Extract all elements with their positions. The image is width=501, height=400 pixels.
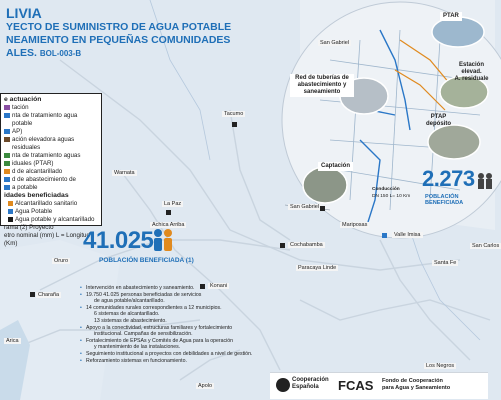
main-beneficiaries-label: POBLACIÓN BENEFICIADA (1): [99, 257, 194, 264]
legend-item: [4, 128, 98, 136]
legend-item-label: a potable: [12, 184, 38, 191]
fcas-fullname: Fondo de Cooperación para Agua y Saneamiento: [382, 378, 451, 391]
legend-beneficiaries: [4, 200, 98, 224]
legend-beneficiary-label: Agua Potable: [15, 208, 53, 215]
summary-item: 6 sistemas de alcantarillado.: [94, 311, 160, 318]
legend-item: [4, 152, 98, 160]
logos-footer: [270, 372, 488, 399]
fcas-logo: FCAS: [338, 378, 374, 393]
legend-item: [4, 184, 98, 192]
people-icon-main: [152, 228, 174, 252]
marker-tacumo: [232, 122, 237, 127]
project-code: BOL-003-B: [39, 49, 82, 58]
title-line4: ALES.: [6, 47, 37, 59]
inset-ptar-label: PTAR: [440, 12, 462, 21]
summary-item: • 14 comunidades rurales correspondientes a 12 municipios.: [80, 305, 295, 312]
place-san-carlos: San Carlos: [472, 243, 500, 249]
legend-item-label: AP): [12, 128, 23, 135]
marker-san-gabriel: [320, 206, 325, 211]
place-san-gabriel: San Gabriel: [290, 204, 320, 210]
place-cochabamba: Cochabamba: [290, 242, 323, 248]
place-los-negros: Los Negros: [426, 363, 455, 369]
inset-conduccion-label: Conducción: [372, 187, 400, 192]
legend-item-label: nta de tratamiento agua potable: [12, 112, 78, 127]
inset-network-label: Red de tuberías de abastecimiento y saneamiento: [290, 74, 354, 97]
legend-beneficiary-item: [4, 208, 98, 216]
legend-item: [4, 104, 98, 112]
legend-items: [4, 104, 98, 192]
summary-item: de agua potable/alcantarillado.: [94, 298, 165, 305]
legend-item-label: ación elevadora aguas residuales: [12, 136, 75, 151]
legend-program: rama (2) Proyecto: [4, 224, 54, 231]
legend-swatch: [4, 105, 10, 110]
summary-item: • 19.750 41.025 personas beneficiadas de servicios: [80, 292, 295, 299]
main-beneficiaries-number: 41.025: [83, 227, 154, 254]
legend-item-label: nta de tratamiento aguas: [12, 152, 81, 159]
inset-san-gabriel: San Gabriel: [320, 40, 350, 46]
place-valle-imisa: Valle Imisa: [394, 232, 421, 238]
marker-charana: [30, 292, 35, 297]
legend-beneficiary-item: [4, 200, 98, 208]
legend-swatch: [4, 185, 10, 190]
map-title: [6, 6, 266, 60]
map-legend: [0, 93, 102, 247]
place-mariposas: Mariposas: [342, 222, 368, 228]
marker-cochabamba: [280, 243, 285, 248]
legend-item: [4, 160, 98, 168]
place-achica-arriba: Achica Arriba: [152, 222, 185, 228]
cooperacion-logo-icon: [276, 378, 290, 392]
cooperacion-text: Cooperación Española: [292, 377, 329, 390]
legend-swatch: [4, 169, 10, 174]
place-arica: Arica: [6, 338, 19, 344]
inset-captacion-label: Captación: [318, 162, 353, 171]
place-santa-fe: Santa Fe: [434, 260, 457, 266]
legend-diameter: etro nominal (mm) L = Longitud (Km): [4, 232, 90, 247]
summary-item: • Apoyo a la conectividad, estructuras familiares y fortalecimiento: [80, 325, 295, 332]
summary-item: y mantenimiento de las instalaciones.: [94, 344, 181, 351]
legend-swatch: [4, 153, 10, 158]
title-line1: LIVIA: [6, 5, 42, 21]
title-line2: YECTO DE SUMINISTRO DE AGUA POTABLE: [6, 21, 232, 33]
legend-beneficiary-label: Agua potable y alcantarillado: [15, 216, 95, 223]
legend-swatch: [8, 217, 13, 222]
legend-swatch: [4, 129, 10, 134]
legend-item-label: d de alcantarillado: [12, 168, 63, 175]
summary-item: • Seguimiento institucional a proyectos con debilidades a nivel de gestión.: [80, 351, 295, 358]
legend-item-label: tación: [12, 104, 29, 111]
legend-swatch: [4, 137, 10, 142]
legend-beneficiary-label: Alcantarillado sanitario: [15, 200, 78, 207]
place-la-paz: La Paz: [164, 201, 182, 207]
legend-item: [4, 176, 98, 184]
summary-item: • Intervención en abastecimiento y saneamiento.: [80, 285, 295, 292]
people-icon-inset: [476, 172, 494, 190]
place-oruro: Oruro: [54, 258, 69, 264]
legend-item: [4, 168, 98, 176]
legend-beneficiaries-header: idades beneficiadas: [4, 192, 69, 199]
marker-valle-imisa: [382, 233, 387, 238]
legend-header: e actuación: [4, 96, 42, 103]
legend-item-label: d de abastecimiento de: [12, 176, 76, 183]
inset-beneficiaries-label: POBLACIÓN BENEFICIADA: [425, 194, 464, 206]
summary-item: 13 sistemas de abastecimiento.: [94, 317, 167, 324]
legend-swatch: [4, 177, 10, 182]
summary-item: institucional. Campañas de sensibilización.: [94, 331, 193, 338]
place-warnata: Warnata: [114, 170, 135, 176]
legend-item-label: iduales (PTAR): [12, 160, 54, 167]
place-charana: Charaña: [38, 292, 60, 298]
place-tacumo: Tacumo: [224, 111, 244, 117]
place-apolo: Apolo: [198, 383, 213, 389]
inset-ptap-label: PTAP depósito: [426, 114, 451, 127]
place-konani: Konani: [210, 283, 228, 289]
legend-item: [4, 136, 98, 152]
summary-item: • Reforzamiento sistemas en funcionamiento.: [80, 358, 295, 365]
legend-swatch: [8, 209, 13, 214]
inset-station-label: Estación elevad. A. residuale: [454, 62, 489, 82]
marker-la-paz: [166, 210, 171, 215]
inset-beneficiaries-number: 2.273: [422, 166, 475, 191]
legend-swatch: [4, 161, 10, 166]
project-summary-list: [80, 285, 295, 364]
title-line3: NEAMIENTO EN PEQUEÑAS COMUNIDADES: [6, 34, 231, 46]
summary-item: • Fortalecimiento de EPSAs y Comités de Agua para la operación: [80, 338, 295, 345]
legend-beneficiary-item: [4, 216, 98, 224]
legend-swatch: [4, 113, 10, 118]
inset-conduccion-spec: DN 150 L= 10 Km: [372, 194, 411, 199]
place-paracaya-linde: Paracaya Linde: [298, 265, 337, 271]
legend-swatch: [8, 201, 13, 206]
legend-item: [4, 112, 98, 128]
